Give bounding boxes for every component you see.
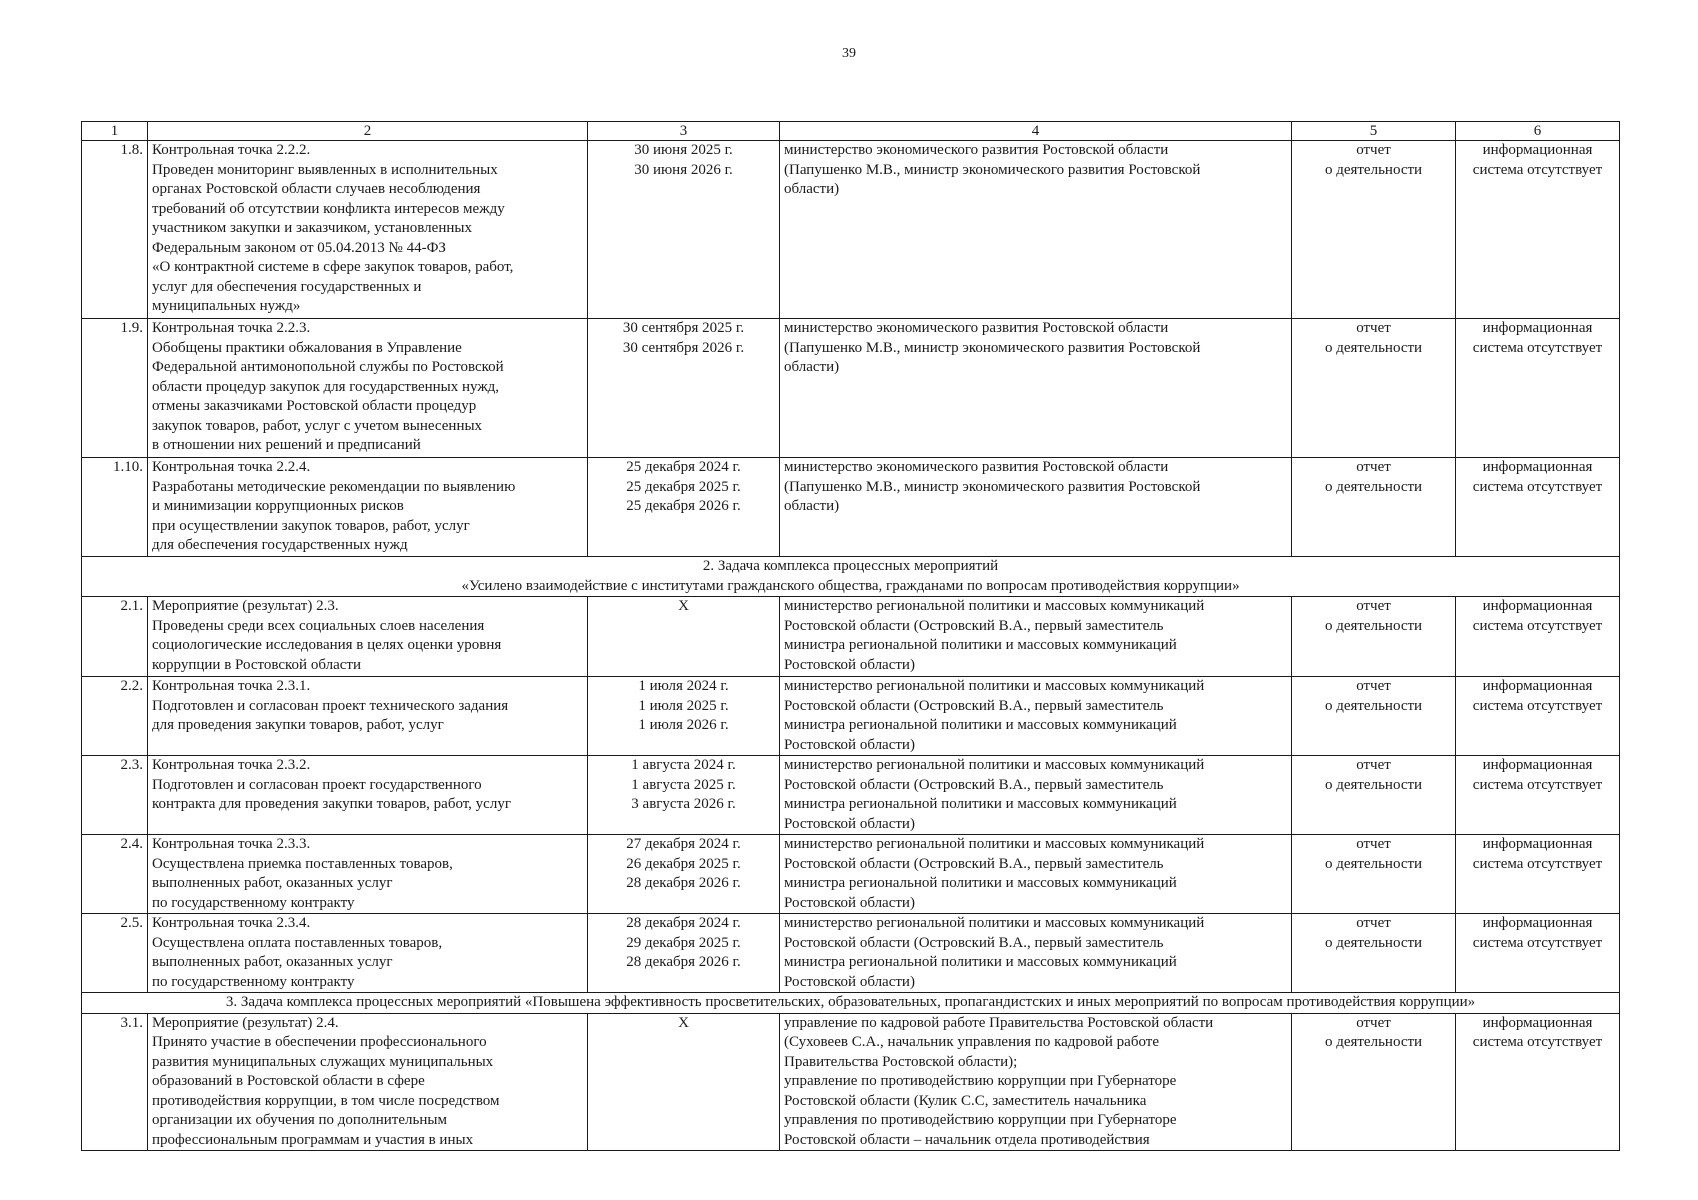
confirming-document <box>1292 141 1456 319</box>
responsible-executor <box>780 677 1292 756</box>
confirming-document <box>1292 597 1456 677</box>
deadline-dates-line: 28 декабря 2026 г. <box>626 875 741 891</box>
information-system-line: система отсутствует <box>1472 1034 1603 1050</box>
table-row <box>82 458 1620 557</box>
information-system <box>1456 141 1620 319</box>
deadline-dates-line: 1 июля 2024 г. <box>638 678 729 694</box>
responsible-executor <box>780 319 1292 458</box>
information-system <box>1456 597 1620 677</box>
deadline-dates-line: 25 декабря 2026 г. <box>626 498 741 514</box>
table-row <box>82 319 1620 458</box>
deadline-dates-line: 28 декабря 2026 г. <box>626 954 741 970</box>
responsible-executor-line: министра региональной политики и массовых коммуникаций <box>784 954 1177 970</box>
responsible-executor-line: Ростовской области (Островский В.А., первый заместитель <box>784 697 1164 714</box>
measure-description-line: Мероприятие (результат) 2.4. <box>152 1014 339 1031</box>
responsible-executor-line: Ростовской области (Островский В.А., первый заместитель <box>784 617 1164 634</box>
confirming-document-line: о деятельности <box>1324 161 1423 178</box>
measure-description <box>148 914 588 993</box>
page-number: 39 <box>842 46 856 61</box>
information-system-line: информационная <box>1482 678 1593 694</box>
deadline-dates <box>588 835 780 914</box>
deadline-dates <box>588 677 780 756</box>
information-system-line: система отсутствует <box>1472 934 1603 951</box>
confirming-document-line: отчет <box>1356 598 1391 614</box>
row-number: 1.8. <box>82 141 148 319</box>
deadline-dates-line: 30 июня 2026 г. <box>634 161 733 178</box>
confirming-document-line: отчет <box>1356 836 1391 852</box>
responsible-executor-line: Ростовской области) <box>784 815 915 832</box>
information-system <box>1456 319 1620 458</box>
section-title <box>82 557 1620 597</box>
responsible-executor-line: (Папушенко М.В., министр экономического развития Ростовской <box>784 339 1201 356</box>
information-system-line: информационная <box>1482 915 1593 931</box>
responsible-executor-line: (Папушенко М.В., министр экономического развития Ростовской <box>784 161 1201 178</box>
measure-description-line: развития муниципальных служащих муниципальных <box>152 1053 494 1070</box>
information-system <box>1456 458 1620 557</box>
row-number: 2.3. <box>82 756 148 835</box>
information-system-line: система отсутствует <box>1472 697 1603 714</box>
responsible-executor <box>780 1013 1292 1151</box>
measure-description-line: социологические исследования в целях оценки уровня <box>152 637 502 653</box>
measure-description-line: Осуществлена приемка поставленных товаров, <box>152 855 453 872</box>
information-system-line: информационная <box>1482 142 1593 158</box>
deadline-dates <box>588 141 780 319</box>
confirming-document <box>1292 319 1456 458</box>
deadline-dates <box>588 458 780 557</box>
measure-description-line: участником закупки и заказчиком, установленных <box>152 220 472 236</box>
measure-description-line: Подготовлен и согласован проект государственного <box>152 776 482 793</box>
deadline-dates <box>588 914 780 993</box>
measure-description-line: выполненных работ, оказанных услуг <box>152 875 393 891</box>
responsible-executor <box>780 914 1292 993</box>
responsible-executor-line: министерство экономического развития Ростовской области <box>784 142 1169 158</box>
confirming-document <box>1292 1013 1456 1151</box>
deadline-dates-line: 26 декабря 2025 г. <box>626 855 741 872</box>
confirming-document-line: о деятельности <box>1324 776 1423 793</box>
header-cell-1: 1 <box>82 122 148 141</box>
deadline-dates-line: 30 июня 2025 г. <box>634 142 733 158</box>
header-cell-5: 5 <box>1292 122 1456 141</box>
responsible-executor <box>780 597 1292 677</box>
information-system <box>1456 756 1620 835</box>
measures-table <box>81 121 1620 1151</box>
responsible-executor-line: министерство экономического развития Ростовской области <box>784 320 1169 336</box>
responsible-executor-line: Ростовской области (Островский В.А., первый заместитель <box>784 776 1164 793</box>
information-system-line: система отсутствует <box>1472 617 1603 634</box>
measure-description-line: требований об отсутствии конфликта интересов между <box>152 200 505 217</box>
confirming-document <box>1292 835 1456 914</box>
row-number: 1.10. <box>82 458 148 557</box>
responsible-executor-line: (Суховеев С.А., начальник управления по кадровой работе <box>784 1034 1159 1050</box>
responsible-executor-line: министра региональной политики и массовых коммуникаций <box>784 796 1177 812</box>
confirming-document-line: о деятельности <box>1324 617 1423 634</box>
confirming-document-line: отчет <box>1356 757 1391 773</box>
deadline-dates-line: 1 августа 2025 г. <box>631 776 736 793</box>
confirming-document-line: о деятельности <box>1324 697 1423 714</box>
header-cell-2: 2 <box>148 122 588 141</box>
information-system <box>1456 677 1620 756</box>
table-row <box>82 756 1620 835</box>
deadline-dates-line: 25 декабря 2025 г. <box>626 478 741 495</box>
deadline-dates <box>588 319 780 458</box>
responsible-executor-line: министерство региональной политики и массовых коммуникаций <box>784 598 1205 614</box>
responsible-executor-line: Ростовской области) <box>784 894 915 911</box>
information-system-line: система отсутствует <box>1472 339 1603 356</box>
responsible-executor-line: Ростовской области (Кулик С.С, заместитель начальника <box>784 1092 1147 1109</box>
confirming-document-line: о деятельности <box>1324 934 1423 951</box>
row-number: 2.1. <box>82 597 148 677</box>
section-title-line: «Усилено взаимодействие с институтами гражданского общества, гражданами по вопросам противодействия коррупции» <box>461 577 1240 594</box>
measure-description <box>148 1013 588 1151</box>
measure-description-line: отмены заказчиками Ростовской области процедур <box>152 398 477 414</box>
measure-description-line: муниципальных нужд» <box>152 298 301 314</box>
deadline-dates <box>588 597 780 677</box>
measure-description-line: в отношении них решений и предписаний <box>152 437 421 453</box>
measure-description-line: выполненных работ, оказанных услуг <box>152 954 393 970</box>
deadline-dates-line: X <box>678 598 689 614</box>
header-cell-4: 4 <box>780 122 1292 141</box>
responsible-executor-line: министра региональной политики и массовых коммуникаций <box>784 875 1177 891</box>
measure-description-line: Контрольная точка 2.2.4. <box>152 459 311 475</box>
measure-description-line: противодействия коррупции, в том числе посредством <box>152 1092 500 1109</box>
row-number: 2.4. <box>82 835 148 914</box>
measure-description-line: Мероприятие (результат) 2.3. <box>152 598 339 614</box>
measure-description <box>148 141 588 319</box>
measure-description-line: Разработаны методические рекомендации по выявлению <box>152 478 516 495</box>
table-row <box>82 835 1620 914</box>
confirming-document-line: отчет <box>1356 1014 1391 1031</box>
measure-description <box>148 756 588 835</box>
responsible-executor-line: Ростовской области (Островский В.А., первый заместитель <box>784 934 1164 951</box>
information-system-line: система отсутствует <box>1472 161 1603 178</box>
measure-description-line: Контрольная точка 2.3.2. <box>152 757 311 773</box>
measure-description <box>148 677 588 756</box>
confirming-document <box>1292 914 1456 993</box>
responsible-executor-line: министерство экономического развития Ростовской области <box>784 459 1169 475</box>
confirming-document <box>1292 458 1456 557</box>
responsible-executor-line: министерство региональной политики и массовых коммуникаций <box>784 757 1205 773</box>
deadline-dates <box>588 1013 780 1151</box>
responsible-executor-line: министерство региональной политики и массовых коммуникаций <box>784 915 1205 931</box>
row-number: 2.5. <box>82 914 148 993</box>
measure-description-line: области процедур закупок для государственных нужд, <box>152 378 500 395</box>
deadline-dates-line: 28 декабря 2024 г. <box>626 915 741 931</box>
measure-description-line: образований в Ростовской области в сфере <box>152 1073 425 1089</box>
responsible-executor-line: управления по противодействию коррупции при Губернаторе <box>784 1112 1177 1128</box>
measure-description-line: по государственному контракту <box>152 973 355 990</box>
confirming-document-line: отчет <box>1356 678 1391 694</box>
responsible-executor-line: министра региональной политики и массовых коммуникаций <box>784 637 1177 653</box>
information-system-line: система отсутствует <box>1472 855 1603 872</box>
information-system <box>1456 835 1620 914</box>
section-row <box>82 993 1620 1014</box>
information-system-line: информационная <box>1482 320 1593 336</box>
responsible-executor <box>780 141 1292 319</box>
measure-description-line: Федеральной антимонопольной службы по Ростовской <box>152 359 504 375</box>
measure-description-line: Федеральным законом от 05.04.2013 № 44-ФЗ <box>152 239 446 256</box>
information-system <box>1456 1013 1620 1151</box>
deadline-dates <box>588 756 780 835</box>
responsible-executor-line: Правительства Ростовской области); <box>784 1053 1018 1070</box>
confirming-document-line: отчет <box>1356 320 1391 336</box>
measure-description-line: Проведен мониторинг выявленных в исполнительных <box>152 161 498 178</box>
measure-description-line: услуг для обеспечения государственных и <box>152 278 422 295</box>
header-row <box>82 122 1620 141</box>
row-number: 1.9. <box>82 319 148 458</box>
measure-description-line: Контрольная точка 2.2.3. <box>152 320 311 336</box>
information-system-line: информационная <box>1482 459 1593 475</box>
responsible-executor-line: управление по противодействию коррупции при Губернаторе <box>784 1073 1177 1089</box>
table-row <box>82 677 1620 756</box>
measure-description-line: органах Ростовской области случаев несоблюдения <box>152 181 481 197</box>
responsible-executor-line: управление по кадровой работе Правительства Ростовской области <box>784 1014 1214 1031</box>
responsible-executor-line: области) <box>784 498 840 514</box>
information-system-line: система отсутствует <box>1472 478 1603 495</box>
table-row <box>82 1013 1620 1151</box>
measure-description-line: профессиональным программам и участия в иных <box>152 1131 474 1148</box>
deadline-dates-line: 1 июля 2025 г. <box>638 697 729 714</box>
deadline-dates-line: 27 декабря 2024 г. <box>626 836 741 852</box>
responsible-executor-line: Ростовской области (Островский В.А., первый заместитель <box>784 855 1164 872</box>
confirming-document-line: отчет <box>1356 142 1391 158</box>
section-row <box>82 557 1620 597</box>
section-title-line: 3. Задача комплекса процессных мероприятий «Повышена эффективность просветительских, образовательных, пропагандистских и иных мероприятий по вопросам противодействия коррупции» <box>225 994 1476 1010</box>
measure-description <box>148 319 588 458</box>
measure-description-line: Осуществлена оплата поставленных товаров, <box>152 934 443 951</box>
confirming-document-line: о деятельности <box>1324 855 1423 872</box>
confirming-document-line: о деятельности <box>1324 478 1423 495</box>
row-number: 3.1. <box>82 1013 148 1151</box>
section-title-line: 2. Задача комплекса процессных мероприятий <box>702 558 999 574</box>
measure-description <box>148 458 588 557</box>
measure-description-line: коррупции в Ростовской области <box>152 656 361 673</box>
measure-description-line: и минимизации коррупционных рисков <box>152 498 404 514</box>
confirming-document-line: отчет <box>1356 915 1391 931</box>
header-cell-6: 6 <box>1456 122 1620 141</box>
confirming-document-line: о деятельности <box>1324 1034 1423 1050</box>
table-row <box>82 914 1620 993</box>
deadline-dates-line: X <box>678 1014 689 1031</box>
measure-description-line: Контрольная точка 2.2.2. <box>152 142 311 158</box>
information-system-line: система отсутствует <box>1472 776 1603 793</box>
confirming-document <box>1292 756 1456 835</box>
measure-description-line: по государственному контракту <box>152 894 355 911</box>
responsible-executor-line: (Папушенко М.В., министр экономического развития Ростовской <box>784 478 1201 495</box>
information-system-line: информационная <box>1482 598 1593 614</box>
confirming-document-line: отчет <box>1356 459 1391 475</box>
deadline-dates-line: 30 сентября 2026 г. <box>622 339 745 356</box>
information-system-line: информационная <box>1482 757 1593 773</box>
table-row <box>82 141 1620 319</box>
measure-description-line: для обеспечения государственных нужд <box>152 537 408 553</box>
measure-description-line: при осуществлении закупок товаров, работ, услуг <box>152 517 470 534</box>
information-system-line: информационная <box>1482 836 1593 852</box>
deadline-dates-line: 1 августа 2024 г. <box>631 757 736 773</box>
measure-description-line: Принято участие в обеспечении профессионального <box>152 1034 487 1050</box>
measure-description <box>148 835 588 914</box>
responsible-executor-line: Ростовской области) <box>784 973 915 990</box>
responsible-executor-line: Ростовской области – начальник отдела противодействия <box>784 1131 1150 1148</box>
measure-description-line: Обобщены практики обжалования в Управление <box>152 339 462 356</box>
information-system <box>1456 914 1620 993</box>
information-system-line: информационная <box>1482 1014 1593 1031</box>
measure-description-line: Контрольная точка 2.3.1. <box>152 678 311 694</box>
header-cell-3: 3 <box>588 122 780 141</box>
responsible-executor <box>780 458 1292 557</box>
deadline-dates-line: 29 декабря 2025 г. <box>626 934 741 951</box>
measure-description-line: организации их обучения по дополнительным <box>152 1112 447 1128</box>
table-row <box>82 597 1620 677</box>
measure-description-line: Контрольная точка 2.3.4. <box>152 915 311 931</box>
measure-description-line: для проведения закупки товаров, работ, услуг <box>152 717 444 733</box>
deadline-dates-line: 30 сентября 2025 г. <box>622 320 745 336</box>
measure-description-line: контракта для проведения закупки товаров, работ, услуг <box>152 796 511 812</box>
deadline-dates-line: 3 августа 2026 г. <box>631 796 736 812</box>
section-title <box>82 993 1620 1014</box>
confirming-document <box>1292 677 1456 756</box>
row-number: 2.2. <box>82 677 148 756</box>
responsible-executor-line: министерство региональной политики и массовых коммуникаций <box>784 678 1205 694</box>
deadline-dates-line: 25 декабря 2024 г. <box>626 459 741 475</box>
responsible-executor-line: Ростовской области) <box>784 736 915 753</box>
measure-description <box>148 597 588 677</box>
responsible-executor-line: области) <box>784 359 840 375</box>
responsible-executor-line: министра региональной политики и массовых коммуникаций <box>784 717 1177 733</box>
responsible-executor-line: министерство региональной политики и массовых коммуникаций <box>784 836 1205 852</box>
measure-description-line: Контрольная точка 2.3.3. <box>152 836 311 852</box>
table-body <box>82 141 1620 1151</box>
responsible-executor <box>780 756 1292 835</box>
measure-description-line: «О контрактной системе в сфере закупок товаров, работ, <box>152 259 514 275</box>
deadline-dates-line: 1 июля 2026 г. <box>638 717 729 733</box>
measure-description-line: Подготовлен и согласован проект технического задания <box>152 697 509 714</box>
measure-description-line: Проведены среди всех социальных слоев населения <box>152 617 485 634</box>
measure-description-line: закупок товаров, работ, услуг с учетом вынесенных <box>152 417 483 434</box>
responsible-executor <box>780 835 1292 914</box>
responsible-executor-line: области) <box>784 181 840 197</box>
responsible-executor-line: Ростовской области) <box>784 656 915 673</box>
confirming-document-line: о деятельности <box>1324 339 1423 356</box>
